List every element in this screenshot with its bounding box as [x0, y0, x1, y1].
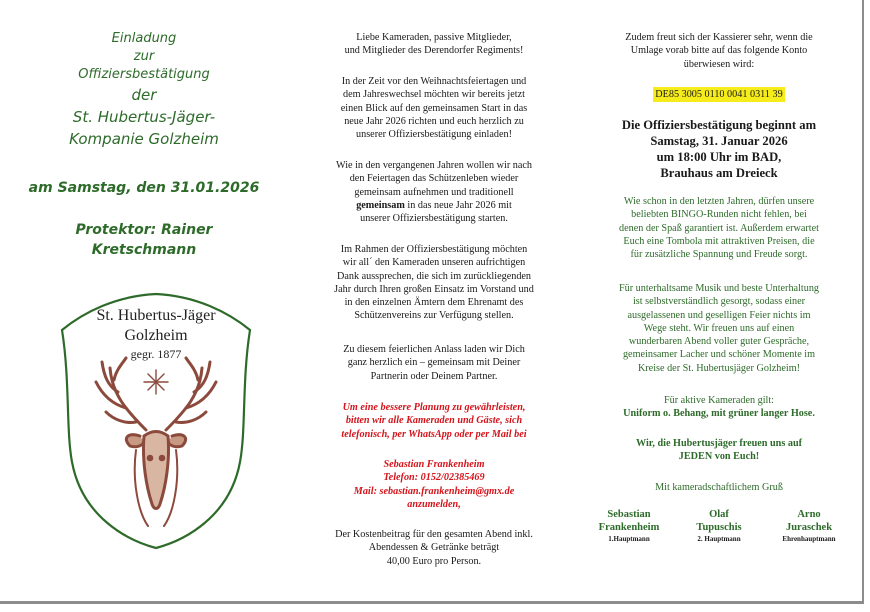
text-line: telefonisch, per WhatsApp oder per Mail bei	[341, 428, 527, 440]
text-line: Wir, die Hubertusjäger freuen uns auf	[635, 438, 803, 449]
closing-statement	[584, 437, 854, 464]
text-line: ist selbstverständlich gesorgt, sodass einer	[632, 296, 806, 308]
text-line: in den einzelnen Ämtern dem Ehrenamt des	[344, 297, 524, 309]
title-line: der	[131, 86, 157, 104]
text-line: Schützenvereins zur Verfügung stellen.	[354, 310, 514, 322]
signature-1	[584, 508, 674, 544]
dress-code	[584, 394, 854, 421]
text-line: Zu diesem feierlichen Anlass laden wir Dich	[343, 344, 525, 355]
text-line: anzumelden,	[407, 498, 461, 510]
text-line: Für unterhaltsame Musik und beste Unterhaltung	[618, 283, 820, 294]
text-line: Dank aussprechen, die sich im zurückliegenden	[336, 270, 532, 282]
text-span: in das neue Jahr 2026 mit	[404, 199, 512, 211]
middle-column	[298, 0, 570, 600]
cost-info	[298, 528, 570, 568]
left-column	[8, 0, 280, 600]
iban-line	[584, 87, 854, 102]
cashier-note	[584, 31, 854, 71]
company-emblem	[56, 290, 256, 552]
paragraph-invite	[298, 343, 570, 383]
text-line: Umlage vorab bitte auf das folgende Konto	[630, 45, 808, 57]
text-line: ausgelassenen und geselligen Feier nichts im	[627, 309, 811, 321]
text-line: den Feiertagen das Schützenleben wieder	[349, 173, 519, 185]
signature-role: 1.Hauptmann	[608, 535, 650, 543]
text-line: Wie in den vergangenen Jahren wollen wir nach	[335, 160, 532, 171]
text-line: Wie schon in den letzten Jahren, dürfen unsere	[623, 196, 815, 207]
text-line: Für aktive Kameraden gilt:	[663, 395, 775, 406]
dress-requirement: Uniform o. Behang, mit grüner langer Hose.	[623, 408, 815, 420]
registration-request	[298, 401, 570, 441]
text-line: Kreise der St. Hubertusjäger Golzheim!	[637, 362, 801, 374]
signature-last-name: Juraschek	[785, 522, 833, 533]
text-line: In der Zeit vor den Weihnachtsfeiertagen und	[341, 76, 527, 87]
music-paragraph	[584, 282, 854, 375]
title-line: Einladung	[111, 31, 177, 46]
text-line: 40,00 Euro pro Person.	[386, 555, 482, 567]
text-line: Partnerin oder Deinem Partner.	[370, 370, 498, 382]
text-line: Abendessen & Getränke beträgt	[368, 542, 500, 554]
signature-first-name: Arno	[797, 509, 821, 520]
text-line: gemeinsam aufnehmen und traditionell	[354, 186, 514, 198]
bold-word: gemeinsam	[356, 199, 405, 211]
title-line: St. Hubertus-Jäger-	[72, 108, 216, 126]
right-column	[584, 0, 854, 600]
emblem-name-1: St. Hubertus-Jäger	[96, 307, 216, 324]
text-line: Jahr durch Ihren großen Einsatz im Vorstand und	[334, 283, 534, 295]
title-line: zur	[133, 49, 155, 64]
text-line: neue Jahr 2026 richten und euch herzlich zu	[344, 115, 524, 127]
text-line: wunderbaren Abend voller guter Gespräche,	[628, 336, 810, 348]
registration-contact	[298, 458, 570, 511]
headline-line: Die Offiziersbestätigung beginnt am	[621, 118, 817, 132]
signature-last-name: Tupuschis	[696, 522, 742, 533]
text-line: JEDEN von Euch!	[678, 451, 760, 463]
text-line: Euch eine Tombola mit attraktiven Preisen, die	[623, 235, 815, 247]
contact-name: Sebastian Frankenheim	[383, 459, 485, 470]
paragraph-start	[298, 75, 570, 141]
headline-line: um 18:00 Uhr im BAD,	[656, 150, 782, 164]
signature-last-name: Frankenheim	[598, 522, 660, 533]
event-headline	[584, 117, 854, 181]
protector-line: Kretschmann	[91, 242, 197, 258]
text-line: gemeinsamer Lacher und schöner Momente im	[622, 349, 816, 361]
invitation-title	[8, 30, 280, 150]
text-line: wir all´ den Kameraden unseren aufrichtigen	[342, 257, 526, 269]
title-line: Offiziersbestätigung	[78, 67, 210, 82]
paragraph-tradition	[298, 159, 570, 225]
emblem-name-2: Golzheim	[124, 327, 188, 344]
regards-text: Mit kameradschaftlichem Gruß	[655, 482, 783, 493]
event-date: am Samstag, den 31.01.2026	[28, 180, 260, 196]
text-line: und Mitglieder des Derendorfer Regiments!	[344, 45, 524, 57]
text-line: ganz herzlich ein – gemeinsam mit Deiner	[347, 357, 521, 369]
text-line: einen Blick auf den gemeinsamen Start in das	[340, 102, 528, 114]
contact-mail: Mail: sebastian.frankenheim@gmx.de	[353, 485, 515, 497]
signatures	[584, 508, 854, 544]
text-line: Der Kostenbeitrag für den gesamten Abend inkl.	[335, 529, 533, 540]
text-line: beliebten BINGO-Runden nicht fehlen, bei	[631, 209, 807, 221]
text-line: denen der Spaß garantiert ist. Außerdem erwartet	[619, 222, 819, 234]
title-line: Kompanie Golzheim	[69, 130, 219, 148]
greeting	[298, 31, 570, 58]
regards	[584, 481, 854, 494]
text-line: bitten wir alle Kameraden und Gäste, sich	[345, 415, 523, 427]
text-line: unserer Offiziersbestätigung starten.	[360, 213, 508, 225]
signature-role: Ehrenhauptmann	[782, 535, 836, 543]
text-line: unserer Offiziersbestätigung einladen!	[356, 129, 512, 141]
emblem-founded: gegr. 1877	[130, 347, 182, 361]
text-line	[298, 199, 570, 212]
headline-line: Brauhaus am Dreieck	[660, 166, 778, 180]
text-line: überwiesen wird:	[683, 58, 755, 70]
iban: DE85 3005 0110 0041 0311 39	[653, 87, 784, 102]
contact-phone: Telefon: 0152/02385469	[383, 472, 485, 484]
signature-role: 2. Hauptmann	[697, 535, 741, 543]
text-line: Wege steht. Wir freuen uns auf einen	[643, 322, 795, 334]
signature-2	[674, 508, 764, 544]
paragraph-thanks	[298, 243, 570, 323]
signature-3	[764, 508, 854, 544]
signature-first-name: Sebastian	[607, 509, 651, 520]
text-line: Um eine bessere Planung zu gewährleisten,	[342, 402, 526, 413]
text-line: Im Rahmen der Offiziersbestätigung möchten	[340, 244, 528, 255]
headline-line: Samstag, 31. Januar 2026	[650, 134, 788, 148]
text-line: Zudem freut sich der Kassierer sehr, wenn die	[625, 32, 813, 43]
signature-first-name: Olaf	[709, 509, 729, 520]
protector	[8, 220, 280, 260]
bingo-paragraph	[584, 195, 854, 261]
text-line: Liebe Kameraden, passive Mitglieder,	[356, 32, 512, 43]
text-line: dem Jahreswechsel möchten wir bereits jetzt	[343, 89, 525, 101]
text-line: für zusätzliche Spannung und Freude sorgt.	[630, 249, 808, 261]
protector-line: Protektor: Rainer	[75, 222, 213, 238]
